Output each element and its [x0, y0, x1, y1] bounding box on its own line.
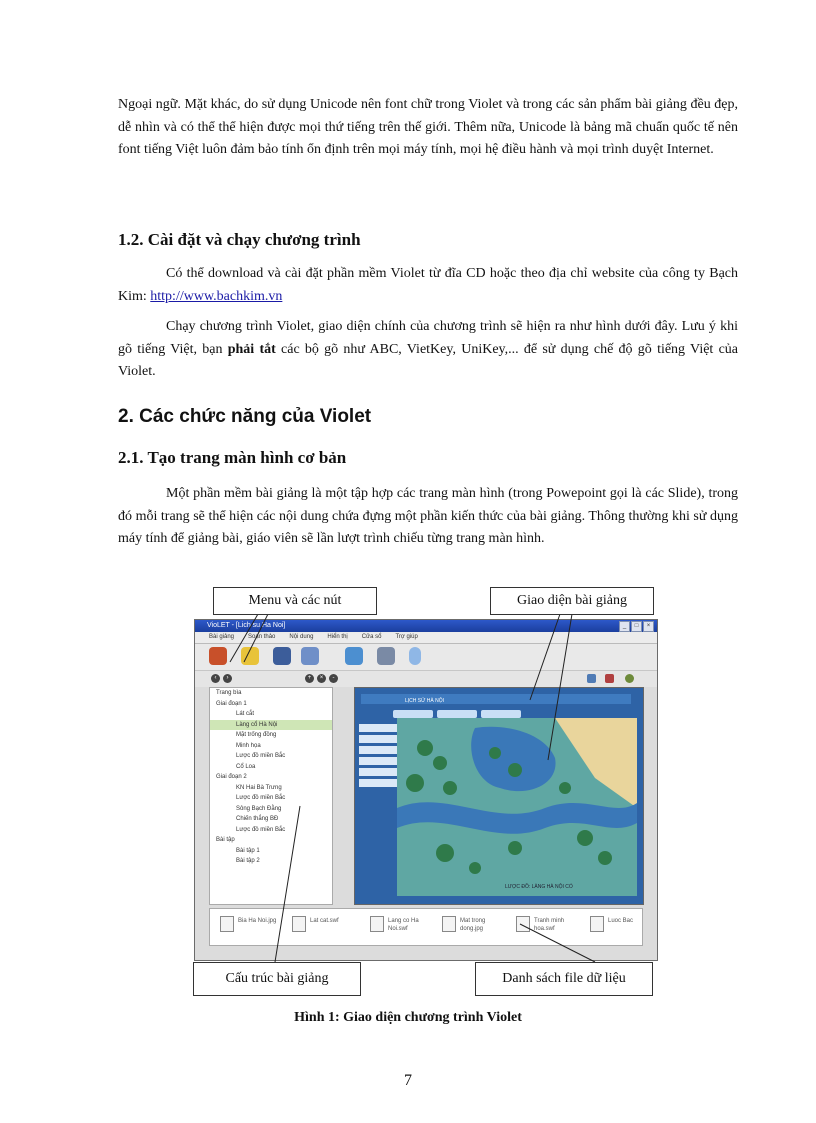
menu-item-edit[interactable]: Soạn thảo: [248, 634, 276, 640]
tree-page-item[interactable]: Lát cắt: [236, 711, 255, 717]
file-name: Lat cat.swf: [310, 918, 339, 924]
tree-page-item[interactable]: Lược đồ miền Bắc: [236, 826, 286, 833]
callout-menu: Menu và các nút: [213, 587, 377, 615]
tree-page-item[interactable]: Làng cổ Hà Nội: [210, 720, 332, 731]
maximize-icon[interactable]: □: [631, 621, 642, 632]
callout-files: Danh sách file dữ liệu: [475, 962, 653, 996]
tree-folder-item[interactable]: Trang bìa: [216, 690, 242, 696]
tree-page-item[interactable]: Bài tập 2: [236, 858, 260, 864]
tree-page-item[interactable]: Cổ Loa: [236, 763, 256, 770]
stage-map-label: LƯỢC ĐỒ: LÀNG HÀ NỘI CỔ: [505, 884, 573, 890]
tree-page-item[interactable]: KN Hai Bà Trưng: [236, 784, 282, 791]
file-name: Luoc Bac: [608, 918, 634, 924]
callout-structure: Cấu trúc bài giảng: [193, 962, 361, 996]
tree-folder-item[interactable]: Giai đoạn 2: [216, 774, 247, 780]
page-number: 7: [404, 1072, 412, 1089]
tree-folder-item[interactable]: Bài tập: [216, 837, 235, 843]
file-name: Bia Ha Noi.jpg: [238, 918, 277, 924]
close-icon[interactable]: ×: [643, 621, 654, 632]
file-name: Lang co Ha Noi.swf: [388, 918, 419, 932]
tree-page-item[interactable]: Lược đồ miền Bắc: [236, 753, 286, 759]
file-name: Tranh minh hoa.swf: [534, 918, 565, 932]
slides-paragraph: Một phần mềm bài giảng là một tập hợp các trang màn hình (trong Powepoint gọi là các Slide), trong đó mỗi trang sẽ thể hiện các nội dung chứa đựng một phần kiến thức của bài giảng. Thông thường khi sử dụng máy tính để giảng bài, giáo viên sẽ lần lượt trình chiếu từng trang màn hình.: [118, 486, 738, 546]
tree-page-item[interactable]: Lược đồ miền Bắc: [236, 795, 286, 801]
move-page-icon[interactable]: -: [329, 674, 338, 683]
tree-page-item[interactable]: Mặt trống đồng: [236, 732, 277, 738]
file-name: Mat trong dong.jpg: [460, 918, 486, 932]
menu-item-content[interactable]: Nội dung: [289, 634, 314, 640]
section-heading-1-2: 1.2. Cài đặt và chạy chương trình: [118, 230, 361, 249]
menu-item-window[interactable]: Cửa sổ: [361, 634, 382, 640]
tree-page-item[interactable]: Bài tập 1: [236, 847, 260, 854]
intro-paragraph: Ngoại ngữ. Mặt khác, do sử dụng Unicode nên font chữ trong Violet và trong các sản phẩm bài giảng đều đẹp, dễ nhìn và có thể thể hiện được mọi thứ tiếng trên thế giới. Thêm nữa, Unicode là bảng mã chuẩn quốc tế nên font tiếng Việt luôn đảm bảo tính ổn định trên mọi máy tính, mọi hệ điều hành và mọi trình duyệt Internet.: [118, 97, 738, 157]
menu-item-view[interactable]: Hiển thị: [327, 634, 348, 640]
tree-page-item[interactable]: Minh họa: [236, 742, 261, 749]
next-page-icon[interactable]: ›: [223, 674, 232, 683]
section-heading-2: 2. Các chức năng của Violet: [118, 406, 372, 427]
website-link[interactable]: http://www.bachkim.vn: [150, 288, 283, 304]
minimize-icon[interactable]: _: [619, 621, 630, 632]
remove-page-icon[interactable]: ×: [317, 674, 326, 683]
run-text-after: các bộ gõ như ABC, VietKey, UniKey,... để sử dụng chế độ gõ tiếng Việt của Violet.: [118, 341, 738, 379]
install-text: Có thể download và cài đặt phần mềm Violet từ đĩa CD hoặc theo địa chỉ website của công ty Bạch Kim:: [118, 266, 738, 304]
menu-item-lesson[interactable]: Bài giảng: [209, 634, 235, 640]
tree-folder-item[interactable]: Giai đoạn 1: [216, 700, 247, 707]
stage-header: LỊCH SỬ HÀ NỘI: [405, 698, 444, 704]
run-text-before: Chạy chương trình Violet, giao diện chính của chương trình sẽ hiện ra như hình dưới đây. Lưu ý khi gõ tiếng Việt, bạn: [118, 319, 738, 357]
section-heading-2-1: 2.1. Tạo trang màn hình cơ bản: [118, 448, 347, 467]
menu-item-help[interactable]: Trợ giúp: [395, 634, 418, 640]
run-text-bold: phải tắt: [227, 341, 276, 357]
app-title: VioLET - [Lich su Ha Noi]: [207, 622, 286, 629]
tree-page-item[interactable]: Chiến thắng BĐ: [236, 816, 279, 822]
tree-page-item[interactable]: Sông Bạch Đằng: [236, 805, 282, 812]
add-page-icon[interactable]: +: [305, 674, 314, 683]
prev-page-icon[interactable]: ‹: [211, 674, 220, 683]
callout-interface: Giao diện bài giảng: [490, 587, 654, 615]
figure-caption: Hình 1: Giao diện chương trình Violet: [294, 1010, 522, 1025]
